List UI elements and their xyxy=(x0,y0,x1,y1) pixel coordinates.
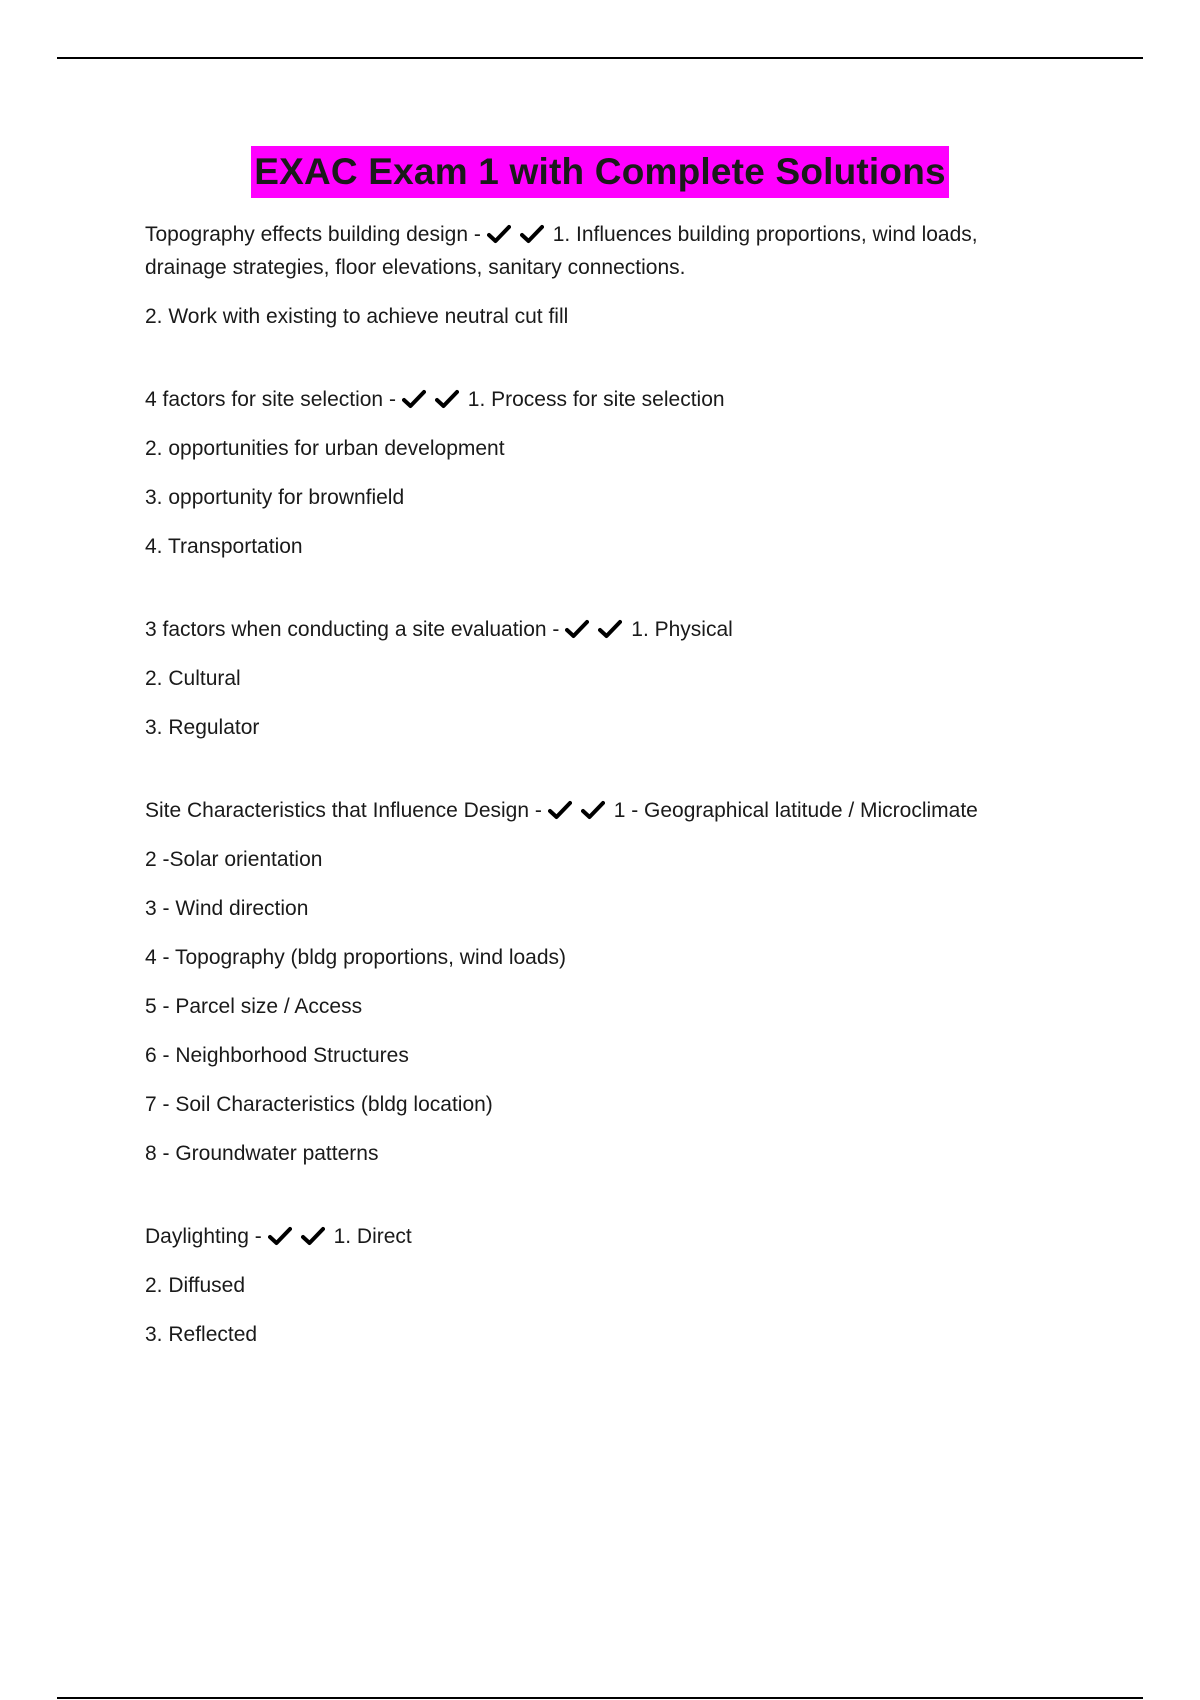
answer-line: 2 -Solar orientation xyxy=(145,848,323,871)
answer-line: 3. Regulator xyxy=(145,716,260,739)
qa-first-line xyxy=(145,794,1045,827)
separator: - xyxy=(248,1225,262,1248)
bottom-rule xyxy=(57,1697,1143,1699)
question-text: Daylighting xyxy=(145,1225,249,1248)
qa-first-line xyxy=(145,613,1045,646)
qa-item xyxy=(145,794,1045,1170)
checkmark-icon xyxy=(520,224,544,244)
document-title: EXAC Exam 1 with Complete Solutions xyxy=(251,146,949,198)
qa-first-line xyxy=(145,218,1045,284)
checkmark-icon xyxy=(581,800,605,820)
checkmark-icon xyxy=(268,1226,292,1246)
separator: - xyxy=(383,388,396,411)
answer-line: 7 - Soil Characteristics (bldg location) xyxy=(145,1093,493,1116)
qa-item xyxy=(145,613,1045,744)
question-text: 4 factors for site selection xyxy=(145,388,384,411)
checkmark-icon xyxy=(435,389,459,409)
answer-line: 8 - Groundwater patterns xyxy=(145,1142,379,1165)
checkmark-icon xyxy=(402,389,426,409)
answer-line: 4 - Topography (bldg proportions, wind loads) xyxy=(145,946,567,969)
checkmark-icon xyxy=(565,619,589,639)
answer-text: 1. Direct xyxy=(333,1225,412,1248)
answer-line: 2. opportunities for urban development xyxy=(145,437,505,460)
answer-text: 1. Process for site selection xyxy=(467,388,725,411)
answer-line: 2. Cultural xyxy=(145,667,241,690)
checkmark-icon xyxy=(487,224,511,244)
answer-line: 5 - Parcel size / Access xyxy=(145,995,363,1018)
qa-item xyxy=(145,218,1045,333)
checkmark-icon xyxy=(548,800,572,820)
title-container xyxy=(0,146,1200,198)
answer-line: 2. Work with existing to achieve neutral cut fill xyxy=(145,305,569,328)
checkmark-icon xyxy=(598,619,622,639)
qa-item xyxy=(145,383,1045,563)
answer-line: 3 - Wind direction xyxy=(145,897,309,920)
answer-line: 2. Diffused xyxy=(145,1274,246,1297)
separator: - xyxy=(468,223,481,246)
qa-list xyxy=(145,218,1045,1351)
question-text: Site Characteristics that Influence Design xyxy=(145,799,530,822)
question-text: 3 factors when conducting a site evaluation xyxy=(145,618,547,641)
answer-line: 3. Reflected xyxy=(145,1323,258,1346)
qa-first-line xyxy=(145,1220,1045,1253)
answer-line: 3. opportunity for brownfield xyxy=(145,486,405,509)
question-text: Topography effects building design xyxy=(145,223,469,246)
separator: - xyxy=(529,799,542,822)
separator: - xyxy=(546,618,560,641)
top-rule xyxy=(57,57,1143,59)
qa-first-line xyxy=(145,383,1045,416)
answer-text: 1. Influences building proportions, wind loads, drainage strategies, floor elevations, sanitary connections. xyxy=(145,223,978,279)
checkmark-icon xyxy=(301,1226,325,1246)
qa-item xyxy=(145,1220,1045,1351)
answer-text: 1. Physical xyxy=(631,618,733,641)
answer-line: 6 - Neighborhood Structures xyxy=(145,1044,409,1067)
answer-line: 4. Transportation xyxy=(145,535,303,558)
answer-text: 1 - Geographical latitude / Microclimate xyxy=(613,799,978,822)
